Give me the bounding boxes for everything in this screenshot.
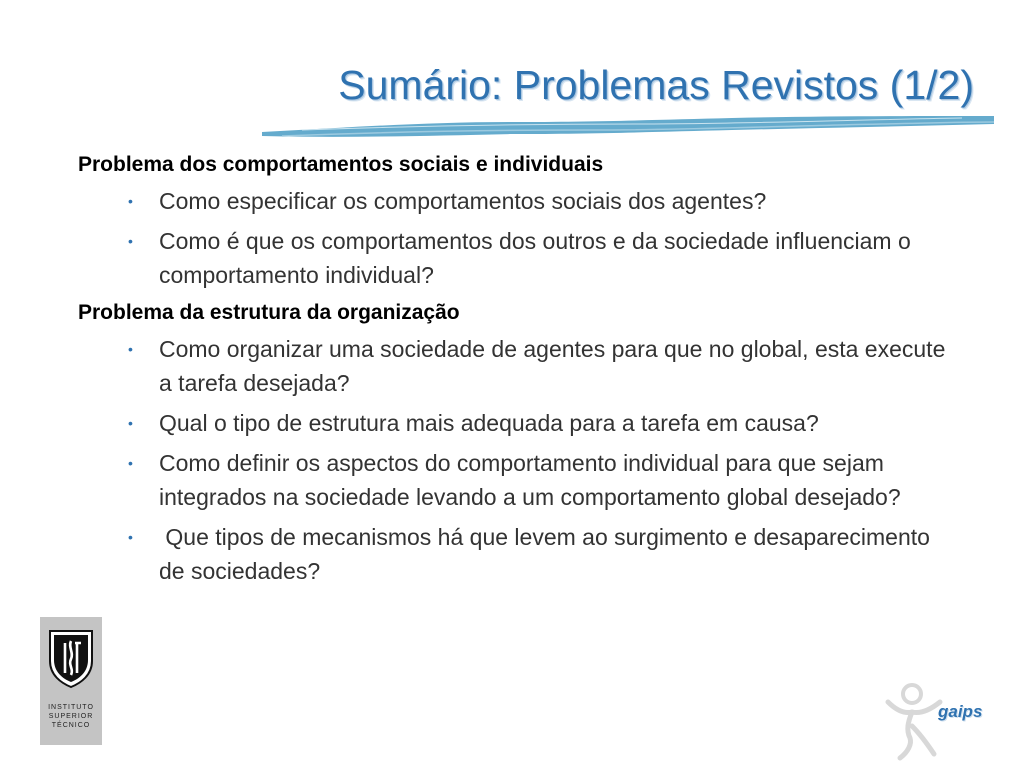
bullet-item [78, 406, 958, 440]
gaips-logo [882, 680, 992, 762]
bullet-text: Que tipos de mecanismos há que levem ao surgimento e desaparecimento de sociedades? [159, 524, 937, 584]
bullet-text: Como especificar os comportamentos sociais dos agentes? [159, 188, 767, 214]
bullet-list [78, 184, 958, 292]
ist-logo-text [40, 703, 102, 730]
gaips-wordmark: gaips [938, 702, 983, 721]
section [78, 150, 958, 292]
bullet-list [78, 332, 958, 588]
bullet-text: Como é que os comportamentos dos outros e da sociedade influenciam o comportamento individual? [159, 228, 911, 288]
bullet-dot-icon: • [128, 233, 133, 249]
bullet-item [78, 520, 958, 588]
title-underline-swoosh [262, 110, 994, 144]
bullet-dot-icon: • [128, 455, 133, 471]
ist-logo-line: SUPERIOR [48, 713, 94, 720]
ist-logo-line: TÉCNICO [51, 722, 91, 729]
slide-content [78, 150, 958, 594]
bullet-item [78, 224, 958, 292]
bullet-text: Como organizar uma sociedade de agentes para que no global, esta execute a tarefa desejada? [159, 336, 946, 396]
bullet-dot-icon: • [128, 341, 133, 357]
bullet-item [78, 184, 958, 218]
section-heading: Problema dos comportamentos sociais e individuais [78, 153, 604, 176]
ist-logo [40, 617, 102, 745]
bullet-dot-icon: • [128, 529, 133, 545]
bullet-item [78, 446, 958, 514]
bullet-text: Como definir os aspectos do comportamento individual para que sejam integrados na sociedade levando a um comportamento global desejado? [159, 450, 901, 510]
section [78, 298, 958, 588]
slide-title: Sumário: Problemas Revistos (1/2) [338, 62, 974, 108]
bullet-dot-icon: • [128, 193, 133, 209]
ist-logo-line: INSTITUTO [48, 704, 94, 711]
ist-monogram: IST [71, 641, 73, 642]
ist-shield-icon [48, 629, 94, 689]
bullet-dot-icon: • [128, 415, 133, 431]
section-heading: Problema da estrutura da organização [78, 301, 460, 324]
bullet-item [78, 332, 958, 400]
bullet-text: Qual o tipo de estrutura mais adequada para a tarefa em causa? [159, 410, 819, 436]
